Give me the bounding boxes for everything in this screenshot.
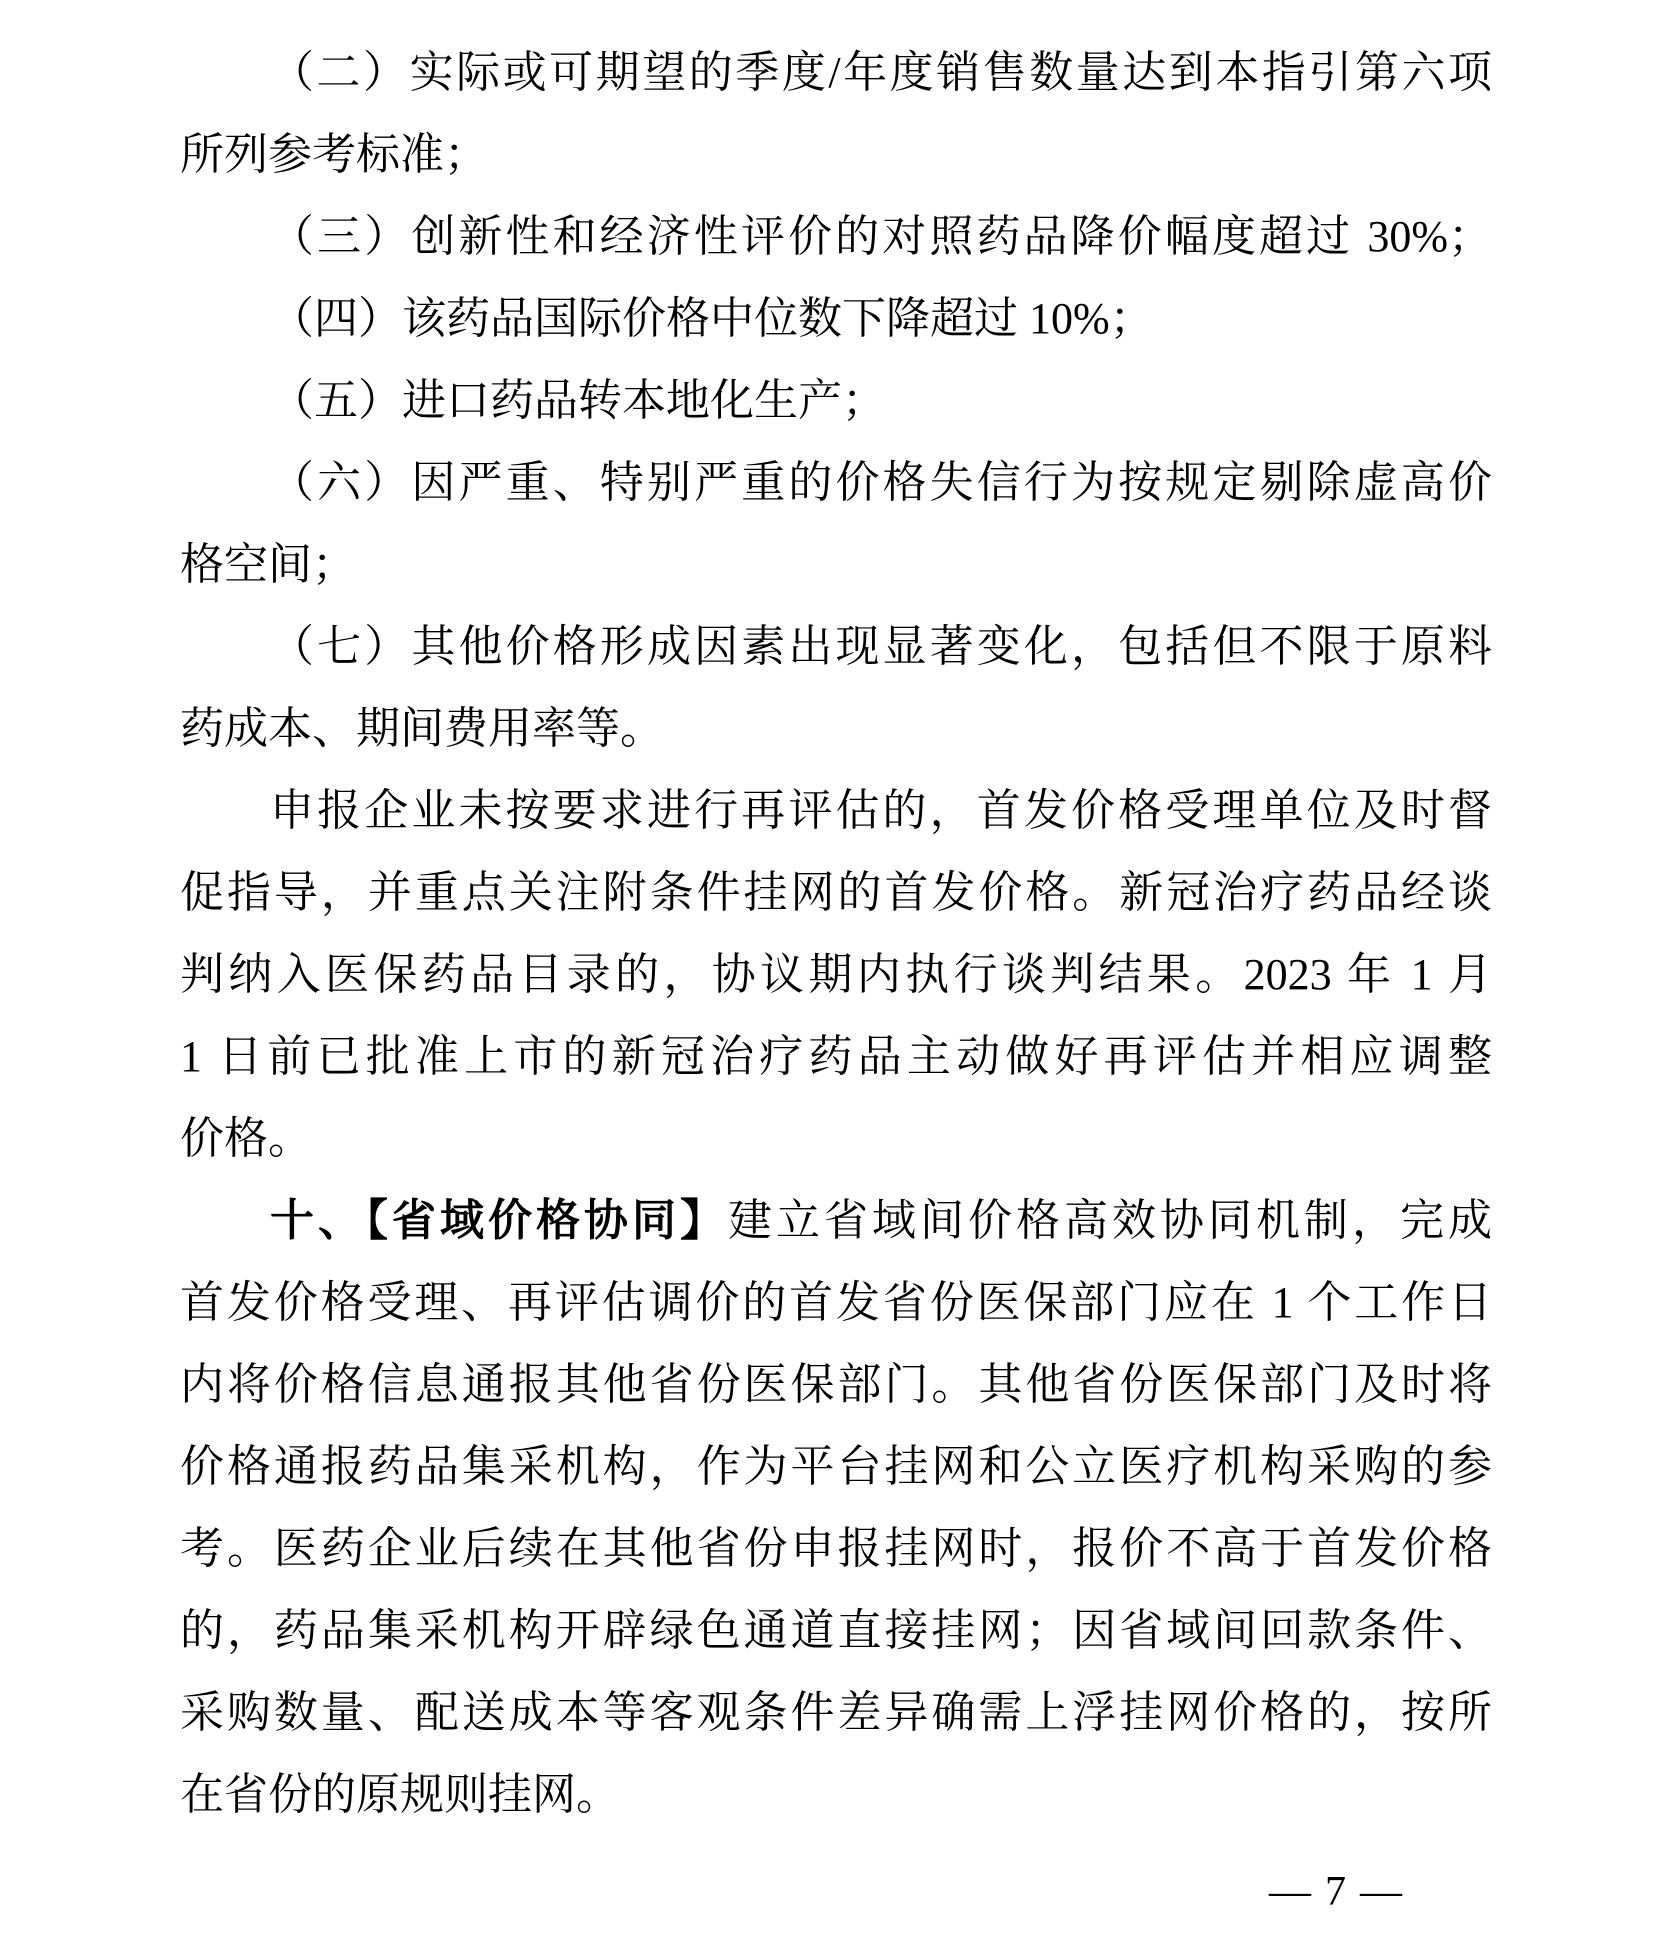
document-body — [180, 32, 1492, 1836]
page-number: 7 — [1325, 1869, 1346, 1915]
section-heading: 十、【省域价格协同】 — [270, 1196, 728, 1245]
doc-line: （四）该药品国际价格中位数下降超过 10%； — [270, 294, 1154, 343]
doc-line: （五）进口药品转本地化生产； — [270, 376, 886, 425]
doc-line: 所列参考标准； — [180, 130, 488, 179]
footer-dash-left: — — [1269, 1869, 1311, 1915]
section-heading-text: 建立省域间价格高效协同机制，完成 — [728, 1196, 1492, 1245]
page-footer — [1269, 1862, 1402, 1922]
doc-line: 促指导，并重点关注附条件挂网的首发价格。新冠治疗药品经谈 — [180, 868, 1492, 917]
doc-line: 判纳入医保药品目录的，协议期内执行谈判结果。2023 年 1 月 — [180, 950, 1492, 999]
doc-line: 格空间； — [180, 540, 356, 589]
doc-line: 1 日前已批准上市的新冠治疗药品主动做好再评估并相应调整 — [180, 1032, 1492, 1081]
doc-line: （七）其他价格形成因素出现显著变化，包括但不限于原料 — [270, 622, 1492, 671]
footer-dash-right: — — [1360, 1869, 1402, 1915]
doc-line: 价格。 — [180, 1114, 312, 1163]
doc-line: 考。医药企业后续在其他省份申报挂网时，报价不高于首发价格 — [180, 1524, 1492, 1573]
doc-line: （二）实际或可期望的季度/年度销售数量达到本指引第六项 — [270, 48, 1492, 97]
section-heading-line — [180, 1180, 1492, 1262]
doc-line: 内将价格信息通报其他省份医保部门。其他省份医保部门及时将 — [180, 1360, 1492, 1409]
doc-line: 申报企业未按要求进行再评估的，首发价格受理单位及时督 — [270, 786, 1492, 835]
doc-line: （六）因严重、特别严重的价格失信行为按规定剔除虚高价 — [270, 458, 1492, 507]
doc-line: 首发价格受理、再评估调价的首发省份医保部门应在 1 个工作日 — [180, 1278, 1492, 1327]
doc-line: 药成本、期间费用率等。 — [180, 704, 664, 753]
doc-line: 采购数量、配送成本等客观条件差异确需上浮挂网价格的，按所 — [180, 1688, 1492, 1737]
doc-line: 在省份的原规则挂网。 — [180, 1770, 620, 1819]
doc-line: 的，药品集采机构开辟绿色通道直接挂网；因省域间回款条件、 — [180, 1606, 1492, 1655]
doc-line: （三）创新性和经济性评价的对照药品降价幅度超过 30%； — [270, 212, 1492, 261]
doc-line: 价格通报药品集采机构，作为平台挂网和公立医疗机构采购的参 — [180, 1442, 1492, 1491]
